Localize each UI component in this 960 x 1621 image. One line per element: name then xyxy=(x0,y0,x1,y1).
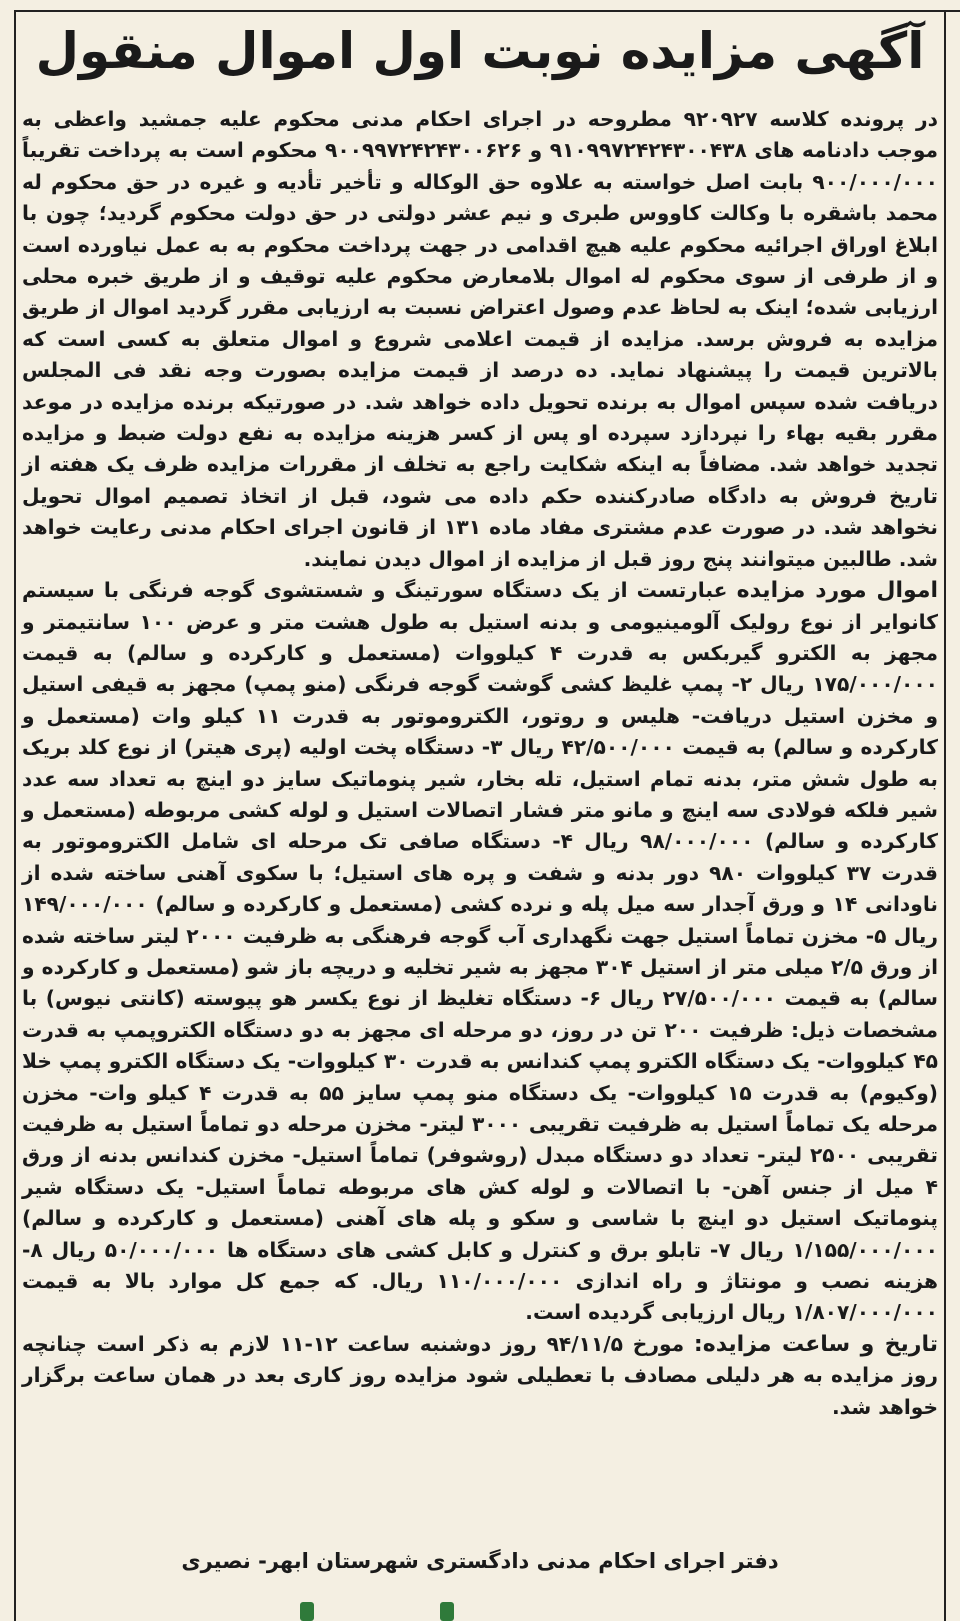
corner-mark xyxy=(930,0,960,12)
fragment-mark xyxy=(440,1602,454,1621)
paragraph-terms: در پرونده کلاسه ۹۲۰۹۲۷ مطروحه در اجرای احکام مدنی محکوم علیه جمشید واعظی به موجب دادنامه های ۹۱۰۹۹۷۲۴۲۴۳۰۰۴۳۸ و ۹۰۰۹۹۷۲۴۲۴۳۰۰۶۲۶ محکوم است به پرداخت تقریباً ۹۰۰/۰۰۰/۰۰۰ بابت اصل خواسته به علاوه حق الوکاله و تأخیر تأدیه و غیره در حق محکوم له محمد باشقره با وکالت کاووس طبری و نیم عشر دولتی در حق دولت محکوم گردید؛ چون با ابلاغ اوراق اجرائیه محکوم علیه هیچ اقدامی در جهت پرداخت محکوم به به عمل نیاورده است و از طرفی از سوی محکوم له اموال بلامعارض محکوم علیه توقیف و از طریق خبره محلی ارزیابی شده؛ اینک به لحاظ عدم وصول اعتراض نسبت به ارزیابی مقرر گردید اموال از طریق مزایده به فروش برسد. مزایده از قیمت اعلامی شروع و اموال متعلق به کسی است که بالاترین قیمت را پیشنهاد نماید. ده درصد از قیمت مزایده بصورت وجه نقد فی المجلس دریافت شده سپس اموال به برنده تحویل داده خواهد شد. در صورتیکه برنده مزایده در موعد مقرر بقیه بهاء را نپردازد سپرده او پس از کسر هزینه مزایده به نفع دولت ضبط و مزایده تجدید خواهد شد. مضافاً به اینکه شکایت راجع به تخلف از مقررات مزایده ظرف یک هفته از تاریخ فروش به دادگاه صادرکننده حکم داده می شود، قبل از اتخاذ تصمیم اموال تحویل نخواهد شد. در صورت عدم مشتری مفاد ماده ۱۳۱ از قانون اجرای احکام مدنی رعایت خواهد شد. طالبین میتوانند پنج روز قبل از مزایده از اموال دیدن نمایند. xyxy=(22,107,938,571)
ad-body xyxy=(22,104,938,1423)
issuer-signature: دفتر اجرای احکام مدنی دادگستری شهرستان ابهر- نصیری xyxy=(181,1549,779,1573)
ad-title: آگهی مزایده نوبت اول اموال منقول xyxy=(35,22,925,80)
date-heading: تاریخ و ساعت مزایده: xyxy=(693,1331,938,1357)
items-heading: اموال مورد مزایده xyxy=(736,578,939,604)
items-text: عبارتست از یک دستگاه سورتینگ و شستشوی گوجه فرنگی با سیستم کانوایر از نوع رولیک آلومینیومی و بدنه استیل به طول هشت متر و عرض ۱۰۰ سانتیمتر و مجهز به الکترو گیربکس به قدرت ۴ کیلووات (مستعمل و کارکرده و سالم) به قیمت ۱۷۵/۰۰۰/۰۰۰ ریال ۲- پمپ غلیظ کشی گوشت گوجه فرنگی (منو پمپ) مجهز به قیفی استیل و مخزن استیل دریافت- هلیس و روتور، الکتروموتور به قدرت ۱۱ کیلو وات (مستعمل و کارکرده و سالم) به قیمت ۴۲/۵۰۰/۰۰۰ ریال ۳- دستگاه پخت اولیه (پری هیتر) از نوع کلد بریک به طول شش متر، بدنه تمام استیل، تله بخار، شیر پنوماتیک سایز دو اینچ به تعداد سه عدد شیر فلکه فولادی سه اینچ و مانو متر فشار اتصالات استیل و لوله کشی مربوطه (مستعمل و کارکرده و سالم) ۹۸/۰۰۰/۰۰۰ ریال ۴- دستگاه صافی تک مرحله ای شامل الکتروموتور به قدرت ۳۷ کیلووات ۹۸۰ دور بدنه و شفت و پره های استیل؛ با سکوی آهنی ساخته شده از ناودانی ۱۴ و ورق آجدار سه میل پله و نرده کشی (مستعمل و کارکرده و سالم) ۱۴۹/۰۰۰/۰۰۰ ریال ۵- مخزن تماماً استیل جهت نگهداری آب گوجه فرهنگی به ظرفیت ۲۰۰۰ لیتر ساخته شده از ورق ۲/۵ میلی متر از استیل ۳۰۴ مجهز به شیر تخلیه و دریچه باز شو (مستعمل و کارکرده و سالم) به قیمت ۲۷/۵۰۰/۰۰۰ ریال ۶- دستگاه تغلیظ از نوع یکسر هو پیوسته (کانتی نیوس) با مشخصات ذیل: ظرفیت ۲۰۰ تن در روز، دو مرحله ای مجهز به دو دستگاه الکتروپمپ به قدرت ۴۵ کیلووات- یک دستگاه الکترو پمپ کندانس به قدرت ۳۰ کیلووات- یک دستگاه الکترو پمپ خلا (وکیوم) به قدرت ۱۵ کیلووات- یک دستگاه منو پمپ سایز ۵۵ به قدرت ۴ کیلو وات- مخزن مرحله یک تماماً استیل به ظرفیت تقریبی ۳۰۰۰ لیتر- مخزن مرحله دو تماماً استیل به ظرفیت تقریبی ۲۵۰۰ لیتر- تعداد دو دستگاه مبدل (روشوفر) تماماً استیل- مخزن کندانس بدنه از ورق ۴ میل از جنس آهن- با اتصالات و لوله کش های مربوطه تماماً استیل- یک دستگاه شیر پنوماتیک استیل دو اینچ با شاسی و سکو و پله های آهنی (مستعمل و کارکرده و سالم) ۱/۱۵۵/۰۰۰/۰۰۰ ریال ۷- تابلو برق و کنترل و کابل کشی های دستگاه ها ۵۰/۰۰۰/۰۰۰ ریال ۸- هزینه نصب و مونتاژ و راه اندازی ۱۱۰/۰۰۰/۰۰۰ ریال. که جمع کل موارد بالا به قیمت ۱/۸۰۷/۰۰۰/۰۰۰ ریال ارزیابی گردیده است. xyxy=(22,578,938,1325)
date-text: مورخ ۹۴/۱۱/۵ روز دوشنبه ساعت ۱۲-۱۱ لازم به ذکر است چنانچه روز مزایده به هر دلیلی مصادف با تعطیلی شود مزایده روز کاری بعد در همان ساعت برگزار خواهد شد. xyxy=(22,1331,938,1419)
paragraph-date xyxy=(22,1329,938,1423)
paragraph-items xyxy=(22,575,938,1329)
next-article-fragment xyxy=(0,1600,960,1621)
fragment-mark xyxy=(300,1602,314,1621)
